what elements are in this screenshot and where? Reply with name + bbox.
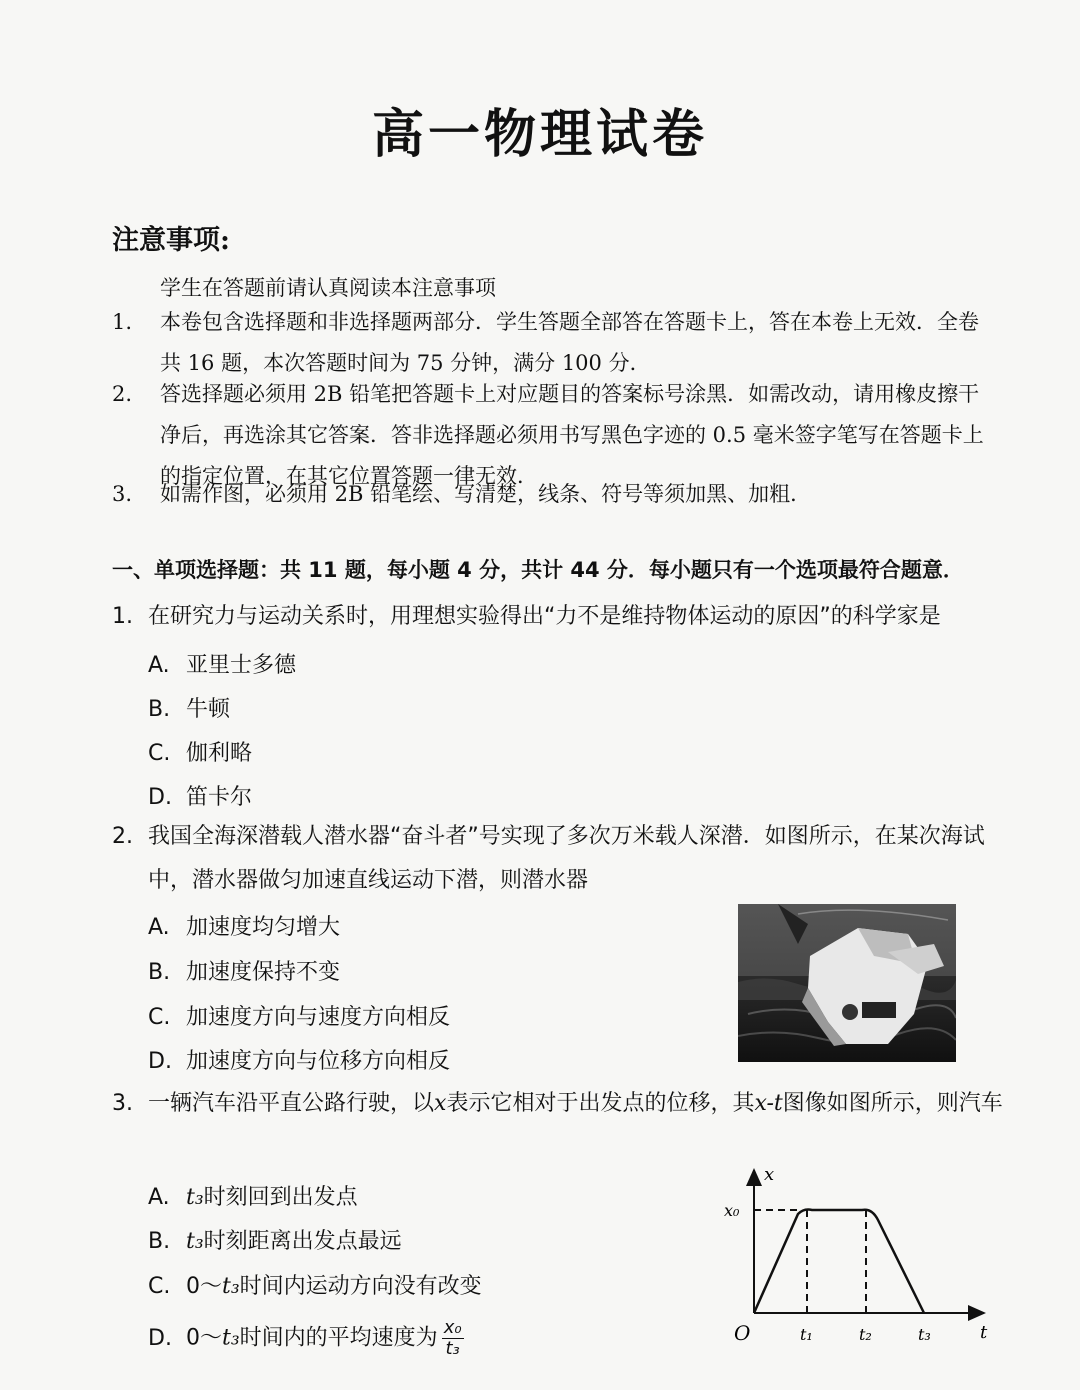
option-label: B.	[148, 1229, 171, 1254]
submersible-photo-image	[738, 904, 956, 1062]
option-label: D.	[148, 1325, 172, 1351]
option-text: 时刻距离出发点最远	[203, 1229, 402, 1254]
t1-tick-label: t₁	[800, 1325, 813, 1344]
notice-item	[112, 302, 992, 384]
option-text: 时刻回到出发点	[203, 1185, 358, 1210]
option-prefix: 0～	[186, 1274, 222, 1299]
variable-t3: t₃	[222, 1274, 240, 1299]
x-axis-label: t	[980, 1322, 988, 1343]
option-text: 牛顿	[186, 697, 231, 722]
question-number: 3.	[112, 1091, 133, 1116]
q3-option-d[interactable]	[148, 1318, 464, 1359]
q2-option-c[interactable]	[148, 1000, 450, 1031]
q2-option-b[interactable]	[148, 955, 340, 986]
variable-t3: t₃	[186, 1229, 204, 1254]
question-2	[112, 815, 1012, 903]
question-stem	[148, 1082, 1012, 1126]
y-axis-label: x	[764, 1164, 775, 1185]
option-prefix: 0～	[186, 1325, 222, 1351]
option-label: A.	[148, 915, 170, 940]
option-text: 笛卡尔	[186, 785, 253, 810]
question-stem: 在研究力与运动关系时，用理想实验得出“力不是维持物体运动的原因”的科学家是	[148, 604, 941, 629]
question-number: 2.	[112, 824, 133, 849]
option-text: 亚里士多德	[186, 653, 297, 678]
average-velocity-fraction	[442, 1318, 464, 1359]
option-text: 加速度方向与位移方向相反	[186, 1049, 451, 1074]
notice-item-number: 3.	[112, 482, 133, 506]
q3-option-b[interactable]	[148, 1224, 402, 1255]
origin-label: O	[734, 1321, 751, 1345]
question-stem: 我国全海深潜载人潜水器“奋斗者”号实现了多次万米载人深潜．如图所示，在某次海试中，潜水器做匀加速直线运动下潜，则潜水器	[148, 824, 985, 893]
fraction-denominator: t₃	[445, 1338, 460, 1359]
question-3	[112, 1082, 1012, 1126]
question-1	[112, 595, 1012, 639]
q2-option-a[interactable]	[148, 910, 340, 941]
option-label: B.	[148, 697, 171, 722]
t2-tick-label: t₂	[859, 1325, 872, 1344]
xt-graph	[712, 1158, 1012, 1358]
option-label: A.	[148, 653, 170, 678]
submersible-photo	[738, 904, 956, 1062]
option-text: 加速度保持不变	[186, 960, 341, 985]
t3-tick-label: t₃	[918, 1325, 931, 1344]
stem-part: 一辆汽车沿平直公路行驶，以	[148, 1091, 435, 1116]
notice-item-text: 如需作图，必须用 2B 铅笔绘、写清楚，线条、符号等须加黑、加粗．	[160, 482, 812, 506]
notice-item-number: 1.	[112, 310, 133, 334]
notice-item-number: 2.	[112, 382, 133, 406]
option-label: C.	[148, 1005, 171, 1030]
q2-option-d[interactable]	[148, 1044, 450, 1075]
fraction-numerator: x₀	[443, 1317, 462, 1338]
notice-item-text: 本卷包含选择题和非选择题两部分．学生答题全部答在答题卡上，答在本卷上无效．全卷共 16 题，本次答题时间为 75 分钟，满分 100 分．	[160, 310, 979, 375]
option-label: C.	[148, 1274, 171, 1299]
notice-heading: 注意事项:	[112, 225, 230, 256]
option-text: 加速度方向与速度方向相反	[186, 1005, 451, 1030]
stem-part: 图像如图所示，则汽车	[782, 1091, 1003, 1116]
notice-item-text: 答选择题必须用 2B 铅笔把答题卡上对应题目的答案标号涂黑．如需改动，请用橡皮擦干净后，再选涂其它答案．答非选择题必须用书写黑色字迹的 0.5 毫米签字笔写在答题卡上的指定位置，在其它位置答题一律无效．	[160, 382, 984, 488]
q1-option-b[interactable]	[148, 692, 230, 723]
option-text: 时间内的平均速度为	[239, 1325, 438, 1351]
option-text: 时间内运动方向没有改变	[239, 1274, 482, 1299]
q1-option-a[interactable]	[148, 648, 296, 679]
option-label: D.	[148, 785, 172, 810]
variable-xt: x-t	[754, 1091, 783, 1116]
page-title: 高一物理试卷	[371, 104, 708, 165]
variable-x: x	[434, 1091, 447, 1116]
position-curve	[754, 1210, 924, 1314]
x0-tick-label: x₀	[724, 1201, 740, 1220]
variable-t3: t₃	[186, 1185, 204, 1210]
stem-part: 表示它相对于出发点的位移，其	[446, 1091, 755, 1116]
q1-option-d[interactable]	[148, 780, 252, 811]
q1-option-c[interactable]	[148, 736, 252, 767]
option-label: C.	[148, 741, 171, 766]
option-label: B.	[148, 960, 171, 985]
option-label: A.	[148, 1185, 170, 1210]
variable-t3: t₃	[222, 1325, 240, 1351]
option-text: 伽利略	[186, 741, 253, 766]
question-number: 1.	[112, 604, 133, 629]
section-heading: 一、单项选择题：共 11 题，每小题 4 分，共计 44 分．每小题只有一个选项最符合题意．	[112, 558, 964, 582]
option-text: 加速度均匀增大	[186, 915, 341, 940]
option-label: D.	[148, 1049, 172, 1074]
q3-option-a[interactable]	[148, 1180, 358, 1211]
notice-intro: 学生在答题前请认真阅读本注意事项	[160, 276, 496, 300]
notice-item	[112, 474, 992, 515]
q3-option-c[interactable]	[148, 1269, 482, 1300]
